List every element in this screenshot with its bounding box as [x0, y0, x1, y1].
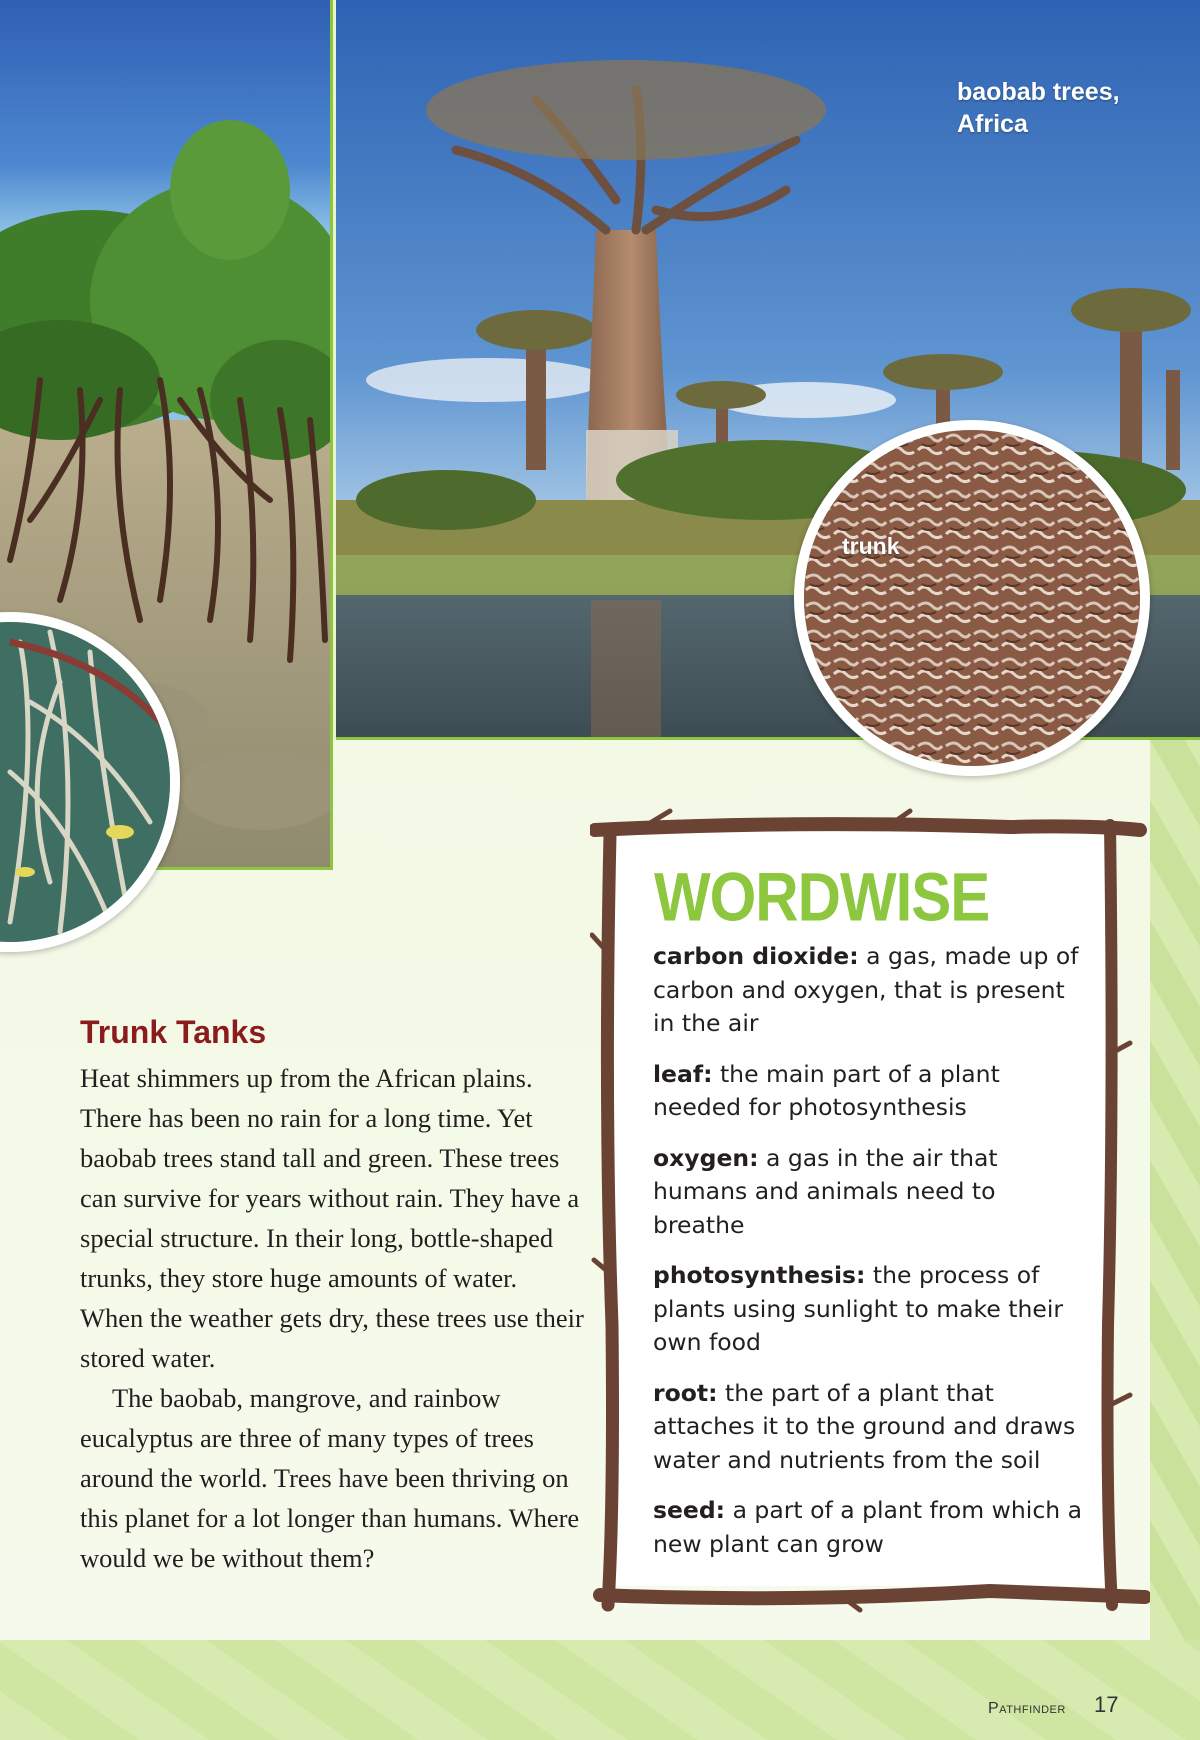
glossary-entry [653, 1058, 1083, 1125]
baobab-caption-line1: baobab trees, [957, 78, 1120, 106]
glossary-entry [653, 1377, 1083, 1478]
glossary-definition: the part of a plant that attaches it to the ground and draws water and nutrients from the soil [653, 1378, 1076, 1474]
wordwise-title: WORDWISE [654, 858, 990, 936]
baobab-caption-line2: Africa [957, 110, 1028, 138]
glossary-entry [653, 1259, 1083, 1360]
glossary-entry [653, 1494, 1083, 1561]
trunk-label: trunk [842, 533, 900, 559]
glossary-term: photosynthesis: [653, 1261, 866, 1289]
bark-inset-photo [794, 420, 1150, 776]
glossary-definition: the process of plants using sunlight to make their own food [653, 1261, 1064, 1356]
article-paragraph: The baobab, mangrove, and rainbow eucalyptus are three of many types of trees around the world. Trees have been thriving on this planet for a lot longer than humans. Where would we be without them? [80, 1383, 580, 1573]
glossary-term: carbon dioxide: [653, 942, 859, 970]
glossary-definition: a gas, made up of carbon and oxygen, that is present in the air [653, 942, 1079, 1037]
article-body [80, 1058, 585, 1578]
glossary-definition: a part of a plant from which a new plant can grow [653, 1496, 1082, 1558]
section-heading: Trunk Tanks [80, 1014, 267, 1050]
leaf-texture-right [1150, 740, 1200, 1640]
article-paragraph: Heat shimmers up from the African plains. There has been no rain for a long time. Yet baobab trees stand tall and green. These trees can survive for years without rain. They have a special structure. In their long, bottle-shaped trunks, they store huge amounts of water. When the weather gets dry, these trees use their stored water. [80, 1063, 584, 1373]
glossary-term: root: [653, 1378, 718, 1407]
glossary-term: seed: [653, 1496, 726, 1524]
glossary-term: oxygen: [653, 1143, 759, 1172]
publication-name: Pathfinder [988, 1700, 1066, 1717]
page-number: 17 [1094, 1692, 1119, 1717]
glossary-term: leaf: [653, 1059, 713, 1088]
glossary-entry [653, 1142, 1083, 1243]
glossary-definition: a gas in the air that humans and animals need to breathe [653, 1143, 998, 1239]
glossary-entry [653, 940, 1083, 1041]
baobab-caption [957, 76, 1177, 140]
leaf-texture-footer [0, 1640, 1200, 1740]
glossary-definition: the main part of a plant needed for photosynthesis [653, 1059, 1000, 1121]
glossary-list [653, 940, 1083, 1578]
